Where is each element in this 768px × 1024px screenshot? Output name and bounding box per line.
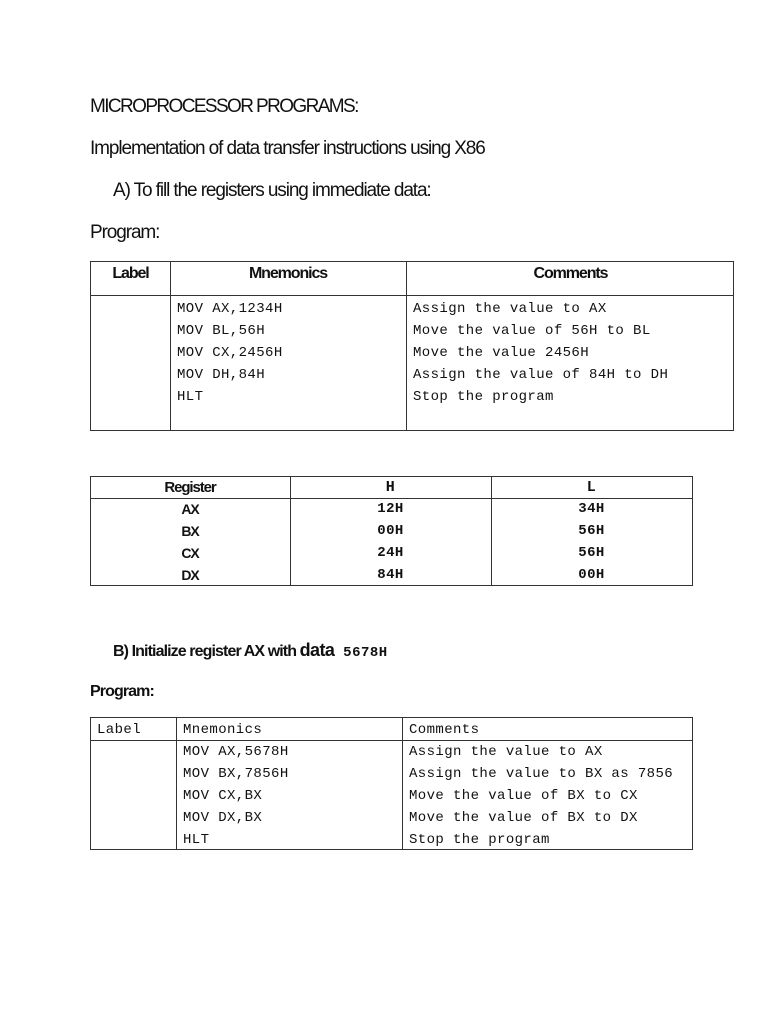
register-h-cell: 84H	[377, 567, 404, 583]
mnemonic-cell: HLT	[183, 832, 210, 848]
mnemonic-cell: MOV CX,BX	[183, 788, 263, 804]
table-header-comments: Comments	[409, 722, 480, 738]
register-l-cell: 56H	[578, 523, 605, 539]
register-h-cell: 00H	[377, 523, 404, 539]
section-a-title: A) To fill the registers using immediate data:	[113, 180, 431, 201]
table-divider	[91, 295, 733, 296]
mnemonic-cell: MOV DX,BX	[183, 810, 263, 826]
page-heading: MICROPROCESSOR PROGRAMS:	[90, 96, 358, 117]
register-header-register: Register	[164, 479, 216, 496]
mnemonic-cell: MOV CX,2456H	[177, 345, 283, 361]
mnemonic-cell: HLT	[177, 389, 204, 405]
table-divider	[170, 262, 171, 430]
register-l-cell: 00H	[578, 567, 605, 583]
mnemonics-column	[183, 741, 289, 851]
mnemonic-cell: MOV DH,84H	[177, 367, 266, 383]
table-divider	[692, 477, 693, 585]
comment-cell: Move the value 2456H	[413, 345, 590, 361]
table-header-mnemonics: Mnemonics	[183, 722, 263, 738]
comment-cell: Stop the program	[413, 389, 554, 405]
table-divider	[402, 718, 403, 849]
mnemonics-column	[177, 298, 283, 408]
section-b-title-value: 5678H	[334, 645, 388, 661]
register-h-cell: 12H	[377, 501, 404, 517]
comment-cell: Move the value of BX to DX	[409, 810, 638, 826]
register-l-cell: 56H	[578, 545, 605, 561]
register-header-h: H	[385, 479, 396, 496]
register-table	[90, 476, 693, 586]
table-header-comments: Comments	[533, 265, 608, 282]
register-header-l: L	[586, 479, 597, 496]
comment-cell: Move the value of BX to CX	[409, 788, 638, 804]
table-header-label: Label	[112, 265, 149, 282]
section-b-title-prefix: B) Initialize register AX with	[113, 643, 300, 660]
comment-cell: Assign the value to BX as 7856	[409, 766, 674, 782]
comment-cell: Assign the value of 84H to DH	[413, 367, 669, 383]
register-name-cell: DX	[181, 567, 199, 583]
table-divider	[406, 262, 407, 430]
register-name-cell: BX	[181, 523, 199, 539]
mnemonic-cell: MOV BL,56H	[177, 323, 266, 339]
program-a-table	[90, 261, 734, 431]
section-a-program-label: Program:	[90, 222, 160, 243]
mnemonic-cell: MOV AX,1234H	[177, 301, 283, 317]
program-b-table	[90, 717, 693, 850]
section-b-title-data: data	[299, 640, 335, 660]
table-divider	[90, 718, 91, 849]
section-b-program-label: Program:	[90, 683, 154, 700]
mnemonic-cell: MOV AX,5678H	[183, 744, 289, 760]
comments-column	[409, 741, 673, 851]
comment-cell: Assign the value to AX	[409, 744, 603, 760]
register-h-cell: 24H	[377, 545, 404, 561]
mnemonic-cell: MOV BX,7856H	[183, 766, 289, 782]
table-header-label: Label	[97, 722, 142, 738]
register-name-cell: CX	[181, 545, 199, 561]
section-b-title	[113, 640, 388, 661]
table-header-mnemonics: Mnemonics	[248, 265, 328, 282]
register-name-cell: AX	[181, 501, 199, 517]
page-subtitle: Implementation of data transfer instructions using X86	[90, 138, 485, 159]
comment-cell: Assign the value to AX	[413, 301, 607, 317]
comments-column	[413, 298, 668, 408]
comment-cell: Stop the program	[409, 832, 550, 848]
table-divider	[176, 718, 177, 849]
comment-cell: Move the value of 56H to BL	[413, 323, 651, 339]
register-l-cell: 34H	[578, 501, 605, 517]
